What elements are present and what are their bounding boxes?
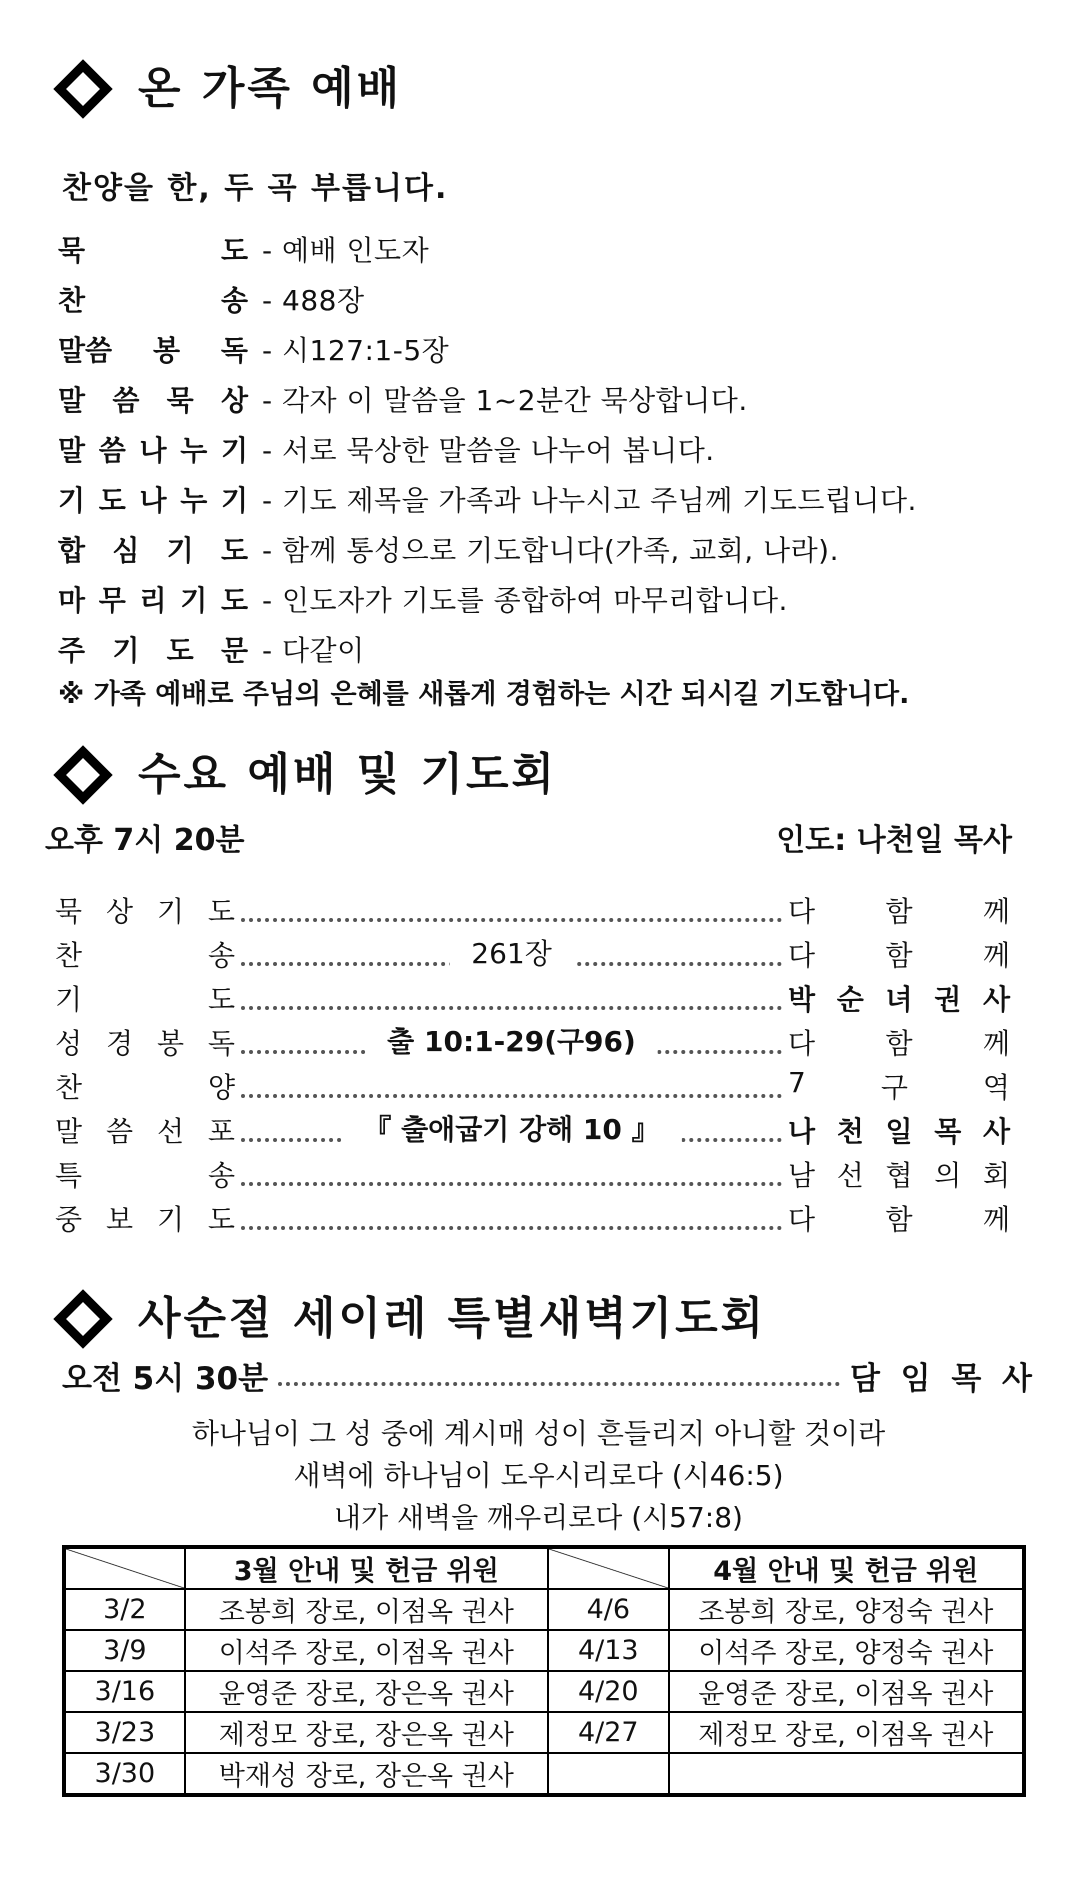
names-cell: 조봉희 장로, 양정숙 권사 <box>669 1589 1024 1630</box>
char: 다 <box>788 895 816 928</box>
wednesday-label <box>55 890 235 930</box>
order-label <box>58 529 248 569</box>
dawn-time: 오전 5시 30분 <box>62 1361 269 1397</box>
char: 도 <box>98 484 126 517</box>
char: 씀 <box>98 434 126 467</box>
order-row <box>58 474 1058 524</box>
order-label <box>58 379 248 419</box>
char: 담 <box>850 1361 880 1397</box>
names-cell: 박재성 장로, 장은옥 권사 <box>185 1753 548 1795</box>
char: 누 <box>180 434 208 467</box>
order-desc: - 다같이 <box>262 634 365 667</box>
char: 께 <box>982 1203 1010 1236</box>
char: 께 <box>982 939 1010 972</box>
wednesday-assignee <box>788 890 1010 930</box>
order-label <box>58 579 248 619</box>
dot-line <box>241 1182 782 1186</box>
wednesday-row <box>55 1020 1010 1064</box>
char: 찬 <box>55 1071 83 1104</box>
char: 함 <box>885 1027 913 1060</box>
char: 기 <box>166 534 194 567</box>
wednesday-assignee <box>788 978 1010 1018</box>
char: 기 <box>55 983 83 1016</box>
char: 말 <box>58 434 86 467</box>
date-cell: 4/6 <box>548 1589 669 1630</box>
char: 다 <box>788 939 816 972</box>
char: 송 <box>207 939 235 972</box>
char: 경 <box>105 1027 134 1060</box>
char: 도 <box>166 634 194 667</box>
char: 구 <box>880 1071 908 1104</box>
char: 기 <box>112 634 140 667</box>
wednesday-middle-text: 261장 <box>449 932 574 976</box>
table-row <box>64 1630 1024 1671</box>
dawn-prayer-line <box>62 1353 1032 1398</box>
char: 찬 <box>55 939 83 972</box>
names-cell: 제정모 장로, 이점옥 권사 <box>669 1712 1024 1753</box>
wednesday-leader: 인도: 나천일 목사 <box>776 823 1012 858</box>
wednesday-middle-text: 『 출애굽기 강해 10 』 <box>341 1108 681 1152</box>
char: 마 <box>58 584 86 617</box>
names-cell: 제정모 장로, 장은옥 권사 <box>185 1712 548 1753</box>
char: 말씀 <box>58 334 113 367</box>
family-worship-note: ※ 가족 예배로 주님의 은혜를 새롭게 경험하는 시간 되시길 기도합니다. <box>58 679 910 710</box>
wednesday-assignee <box>788 934 1010 974</box>
wednesday-label <box>55 934 235 974</box>
char: 천 <box>836 1115 864 1148</box>
char: 사 <box>982 983 1010 1016</box>
order-desc: - 서로 묵상한 말씀을 나누어 봅니다. <box>262 434 715 467</box>
date-cell <box>548 1753 669 1795</box>
section-title-family-worship <box>48 52 402 116</box>
wednesday-assignee <box>788 1066 1010 1106</box>
dawn-leader <box>850 1353 1032 1398</box>
dot-leader <box>241 888 782 932</box>
char: 역 <box>982 1071 1010 1104</box>
char: 7 <box>788 1066 806 1099</box>
char: 리 <box>139 584 167 617</box>
dot-leader <box>241 1064 782 1108</box>
order-label <box>58 229 248 269</box>
order-desc: - 488장 <box>262 284 365 317</box>
char: 도 <box>207 895 235 928</box>
family-worship-order <box>58 224 1058 674</box>
char: 기 <box>220 484 248 517</box>
table-row <box>64 1753 1024 1795</box>
char: 묵 <box>55 895 83 928</box>
date-cell: 3/2 <box>64 1589 185 1630</box>
order-label <box>58 279 248 319</box>
char: 중 <box>55 1203 83 1236</box>
char: 도 <box>220 234 248 267</box>
order-desc: - 함께 통성으로 기도합니다(가족, 교회, 나라). <box>262 534 839 567</box>
diagonal-cell <box>548 1547 669 1589</box>
wednesday-assignee <box>788 1154 1010 1194</box>
order-row <box>58 324 1058 374</box>
char: 씀 <box>112 384 140 417</box>
char: 박 <box>788 983 816 1016</box>
date-cell: 4/20 <box>548 1671 669 1712</box>
char: 기 <box>180 584 208 617</box>
date-cell: 3/30 <box>64 1753 185 1795</box>
char: 독 <box>207 1027 235 1060</box>
header-april: 4월 안내 및 헌금 위원 <box>669 1547 1024 1589</box>
char: 께 <box>982 895 1010 928</box>
section-title-text: 사순절 세이레 특별새벽기도회 <box>138 1293 767 1344</box>
dot-leader <box>241 932 782 976</box>
dot-line <box>241 918 782 922</box>
date-cell: 4/27 <box>548 1712 669 1753</box>
char: 묵 <box>166 384 194 417</box>
char: 협 <box>885 1159 913 1192</box>
wednesday-order <box>55 888 1010 1240</box>
diamond-bullet-icon <box>53 1289 112 1348</box>
section-title-text: 수요 예배 및 기도회 <box>138 749 557 800</box>
wednesday-label <box>55 978 235 1018</box>
order-desc: - 시127:1-5장 <box>262 334 450 367</box>
header-march: 3월 안내 및 헌금 위원 <box>185 1547 548 1589</box>
wednesday-row <box>55 932 1010 976</box>
char: 송 <box>207 1159 235 1192</box>
char: 봉 <box>152 334 181 367</box>
char: 상 <box>105 895 134 928</box>
char: 도 <box>220 534 248 567</box>
order-row <box>58 374 1058 424</box>
names-cell: 이석주 장로, 이점옥 권사 <box>185 1630 548 1671</box>
wednesday-row <box>55 1064 1010 1108</box>
dot-leader <box>278 1378 840 1386</box>
dot-leader <box>241 1108 782 1152</box>
verse-line: 새벽에 하나님이 도우시리로다 (시46:5) <box>293 1459 784 1492</box>
char: 사 <box>982 1115 1010 1148</box>
diagonal-cell <box>64 1547 185 1589</box>
char: 도 <box>207 1203 235 1236</box>
wednesday-row <box>55 976 1010 1020</box>
order-label <box>58 329 248 369</box>
table-row <box>64 1712 1024 1753</box>
char: 말 <box>55 1115 83 1148</box>
order-desc: - 기도 제목을 가족과 나누시고 주님께 기도드립니다. <box>262 484 917 517</box>
char: 송 <box>220 284 248 317</box>
dot-leader <box>241 1020 782 1064</box>
order-row <box>58 624 1058 674</box>
char: 함 <box>885 939 913 972</box>
wednesday-label <box>55 1022 235 1062</box>
wednesday-label <box>55 1110 235 1150</box>
char: 함 <box>885 895 913 928</box>
char: 봉 <box>156 1027 184 1060</box>
verse-line: 하나님이 그 성 중에 계시매 성이 흔들리지 아니할 것이라 <box>191 1417 886 1450</box>
wednesday-time: 오후 7시 20분 <box>45 823 245 858</box>
wednesday-row <box>55 1196 1010 1240</box>
dot-leader <box>241 976 782 1020</box>
char: 남 <box>788 1159 816 1192</box>
date-cell: 3/9 <box>64 1630 185 1671</box>
char: 무 <box>98 584 126 617</box>
diamond-bullet-icon <box>53 745 112 804</box>
wednesday-label <box>55 1066 235 1106</box>
char: 보 <box>105 1203 134 1236</box>
char: 선 <box>836 1159 864 1192</box>
char: 주 <box>58 634 86 667</box>
order-label <box>58 429 248 469</box>
char: 씀 <box>105 1115 134 1148</box>
char: 목 <box>934 1115 962 1148</box>
order-label <box>58 479 248 519</box>
date-cell: 3/23 <box>64 1712 185 1753</box>
table-header-row <box>64 1547 1024 1589</box>
date-cell: 4/13 <box>548 1630 669 1671</box>
char: 사 <box>1002 1361 1032 1397</box>
char: 일 <box>885 1115 913 1148</box>
diamond-bullet-icon <box>53 59 112 118</box>
order-row <box>58 274 1058 324</box>
char: 녀 <box>885 983 913 1016</box>
char: 나 <box>788 1115 816 1148</box>
wednesday-label <box>55 1198 235 1238</box>
order-row <box>58 574 1058 624</box>
family-worship-intro: 찬양을 한, 두 곡 부릅니다. <box>62 171 449 206</box>
wednesday-row <box>55 1108 1010 1152</box>
char: 상 <box>220 384 248 417</box>
char: 문 <box>220 634 248 667</box>
char: 누 <box>180 484 208 517</box>
table-row <box>64 1589 1024 1630</box>
char: 합 <box>58 534 86 567</box>
char: 도 <box>207 983 235 1016</box>
char: 의 <box>934 1159 962 1192</box>
char: 다 <box>788 1203 816 1236</box>
order-desc: - 예배 인도자 <box>262 234 430 267</box>
order-row <box>58 224 1058 274</box>
order-label <box>58 629 248 669</box>
wednesday-assignee <box>788 1110 1010 1150</box>
dot-line <box>241 1006 782 1010</box>
char: 기 <box>156 895 184 928</box>
names-cell <box>669 1753 1024 1795</box>
dot-line <box>241 1226 782 1230</box>
names-cell: 윤영준 장로, 장은옥 권사 <box>185 1671 548 1712</box>
char: 기 <box>156 1203 184 1236</box>
names-cell: 이석주 장로, 양정숙 권사 <box>669 1630 1024 1671</box>
char: 목 <box>951 1361 982 1397</box>
char: 찬 <box>58 284 86 317</box>
char: 심 <box>112 534 140 567</box>
char: 께 <box>982 1027 1010 1060</box>
wednesday-row <box>55 1152 1010 1196</box>
char: 나 <box>139 434 167 467</box>
dot-leader <box>241 1152 782 1196</box>
dot-line <box>241 1094 782 1098</box>
names-cell: 윤영준 장로, 이점옥 권사 <box>669 1671 1024 1712</box>
char: 말 <box>58 384 86 417</box>
char: 양 <box>207 1071 235 1104</box>
wednesday-middle-text: 출 10:1-29(구96) <box>365 1020 658 1064</box>
wednesday-assignee <box>788 1198 1010 1238</box>
order-row <box>58 524 1058 574</box>
section-title-wednesday-service <box>48 738 557 802</box>
char: 선 <box>156 1115 184 1148</box>
char: 특 <box>55 1159 83 1192</box>
section-title-dawn-prayer <box>48 1282 766 1346</box>
char: 임 <box>900 1361 931 1397</box>
order-row <box>58 424 1058 474</box>
char: 나 <box>139 484 167 517</box>
wednesday-row <box>55 888 1010 932</box>
wednesday-assignee <box>788 1022 1010 1062</box>
char: 회 <box>982 1159 1010 1192</box>
char: 성 <box>55 1027 83 1060</box>
order-desc: - 인도자가 기도를 종합하여 마무리합니다. <box>262 584 788 617</box>
char: 포 <box>207 1115 235 1148</box>
char: 함 <box>885 1203 913 1236</box>
char: 묵 <box>58 234 86 267</box>
char: 도 <box>220 584 248 617</box>
char: 권 <box>934 983 962 1016</box>
dot-leader <box>241 1196 782 1240</box>
order-desc: - 각자 이 말씀을 1~2분간 묵상합니다. <box>262 384 748 417</box>
char: 순 <box>836 983 864 1016</box>
char: 독 <box>220 334 248 367</box>
char: 기 <box>58 484 86 517</box>
section-title-text: 온 가족 예배 <box>138 63 403 114</box>
char: 기 <box>220 434 248 467</box>
char: 다 <box>788 1027 816 1060</box>
verse-line: 내가 새벽을 깨우리로다 (시57:8) <box>334 1501 743 1534</box>
table-row <box>64 1671 1024 1712</box>
names-cell: 조봉희 장로, 이점옥 권사 <box>185 1589 548 1630</box>
wednesday-label <box>55 1154 235 1194</box>
usher-offering-table <box>62 1545 1026 1797</box>
date-cell: 3/16 <box>64 1671 185 1712</box>
